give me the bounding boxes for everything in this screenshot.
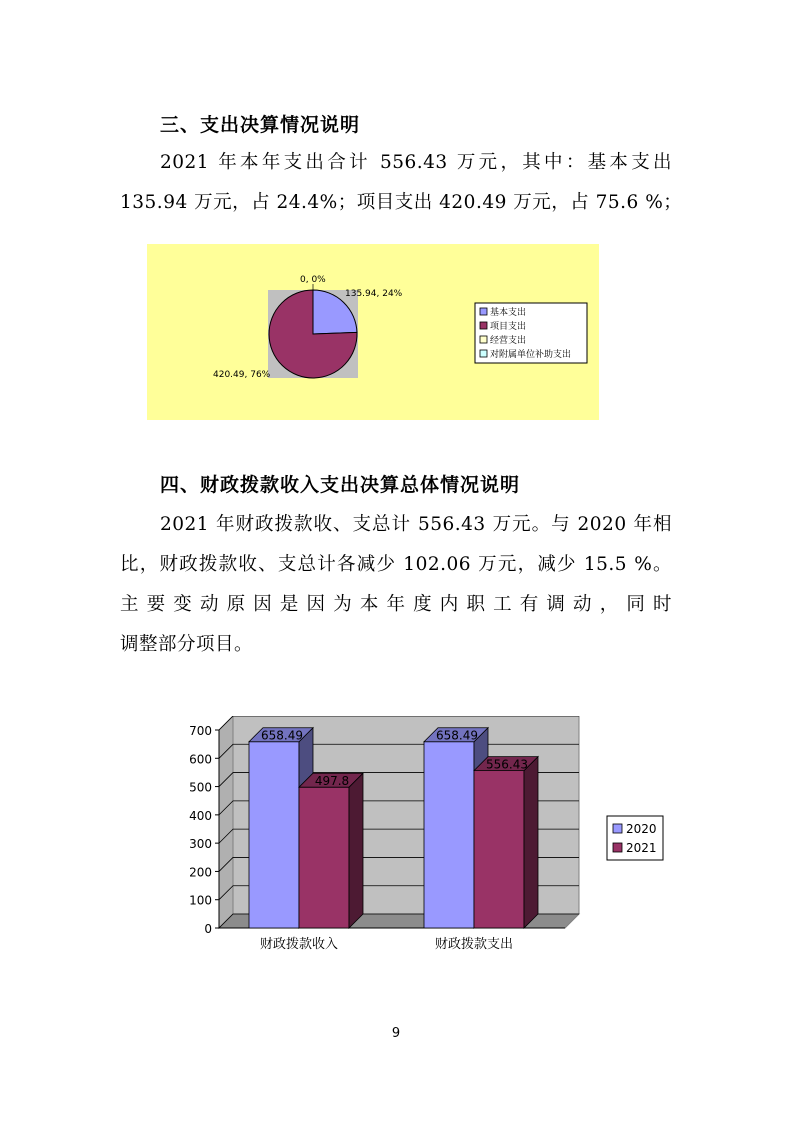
section-4-paragraph-line-2: 比，财政拨款收、支总计各减少 102.06 万元，减少 15.5 %。 bbox=[120, 554, 672, 575]
pie-legend-swatch-1 bbox=[480, 308, 487, 315]
bar-legend-swatch-2020 bbox=[613, 824, 622, 833]
pie-legend-swatch-3 bbox=[480, 336, 487, 343]
pie-chart bbox=[147, 244, 599, 420]
section-3-paragraph-line-2: 135.94 万元，占 24.4%；项目支出 420.49 万元，占 75.6 %； bbox=[120, 192, 683, 213]
bar-1-series-2020-front bbox=[249, 742, 299, 928]
pie-legend-label-2: 项目支出 bbox=[490, 322, 527, 332]
pie-label-slice-1: 135.94, 24% bbox=[345, 289, 403, 299]
bar-ytick-label-100: 100 bbox=[189, 893, 212, 908]
page-number: 9 bbox=[391, 1026, 401, 1041]
section-4-paragraph-line-4: 调整部分项目。 bbox=[120, 634, 254, 655]
bar-2-series-2020-front bbox=[424, 742, 474, 928]
pie-legend-label-1: 基本支出 bbox=[490, 308, 527, 318]
bar-ytick-label-500: 500 bbox=[189, 780, 212, 795]
bar-chart-panel bbox=[182, 716, 682, 962]
bar-2-series-2020-label: 658.49 bbox=[436, 728, 478, 743]
bar-2-series-2021-side bbox=[524, 757, 538, 928]
bar-legend-label-2021: 2021 bbox=[626, 841, 657, 855]
bar-ytick-label-600: 600 bbox=[189, 752, 212, 767]
section-4-paragraph-line-3: 主要变动原因是因为本年度内职工有调动，同时 bbox=[120, 594, 672, 615]
bar-1-series-2021-label: 497.8 bbox=[314, 774, 350, 789]
pie-legend-label-4: 对附属单位补助支出 bbox=[490, 350, 572, 360]
bar-1-series-2021-side bbox=[349, 773, 363, 928]
bar-1-series-2021-front bbox=[299, 787, 349, 928]
pie-label-slice-3: 0, 0% bbox=[300, 275, 326, 285]
bar-plot-side-wall bbox=[219, 716, 233, 928]
bar-2-series-2021-front bbox=[474, 771, 524, 928]
section-4-paragraph-line-1: 2021 年财政拨款收、支总计 556.43 万元。与 2020 年相 bbox=[160, 514, 672, 535]
bar-chart bbox=[182, 716, 682, 962]
pie-legend-swatch-2 bbox=[480, 322, 487, 329]
section-4-heading: 四、财政拨款收入支出决算总体情况说明 bbox=[160, 474, 521, 496]
section-3-heading: 三、支出决算情况说明 bbox=[160, 114, 361, 136]
bar-1-series-2020-label: 658.49 bbox=[261, 728, 303, 743]
bar-legend-label-2020: 2020 bbox=[626, 822, 657, 836]
pie-label-slice-2: 420.49, 76% bbox=[213, 370, 271, 380]
bar-ytick-label-400: 400 bbox=[189, 808, 212, 823]
bar-category-label-2: 财政拨款支出 bbox=[434, 937, 514, 952]
bar-ytick-label-0: 0 bbox=[204, 922, 212, 936]
pie-chart-panel bbox=[147, 244, 599, 420]
pie-legend-label-3: 经营支出 bbox=[490, 336, 527, 346]
bar-2-series-2021-label: 556.43 bbox=[486, 757, 528, 772]
bar-legend-swatch-2021 bbox=[613, 843, 622, 852]
bar-ytick-label-200: 200 bbox=[189, 865, 212, 880]
bar-category-label-1: 财政拨款收入 bbox=[259, 937, 339, 952]
bar-ytick-label-700: 700 bbox=[189, 724, 212, 738]
section-3-paragraph-line-1: 2021 年本年支出合计 556.43 万元，其中：基本支出 bbox=[160, 152, 672, 173]
bar-ytick-label-300: 300 bbox=[189, 837, 212, 852]
pie-legend-swatch-4 bbox=[480, 350, 487, 357]
